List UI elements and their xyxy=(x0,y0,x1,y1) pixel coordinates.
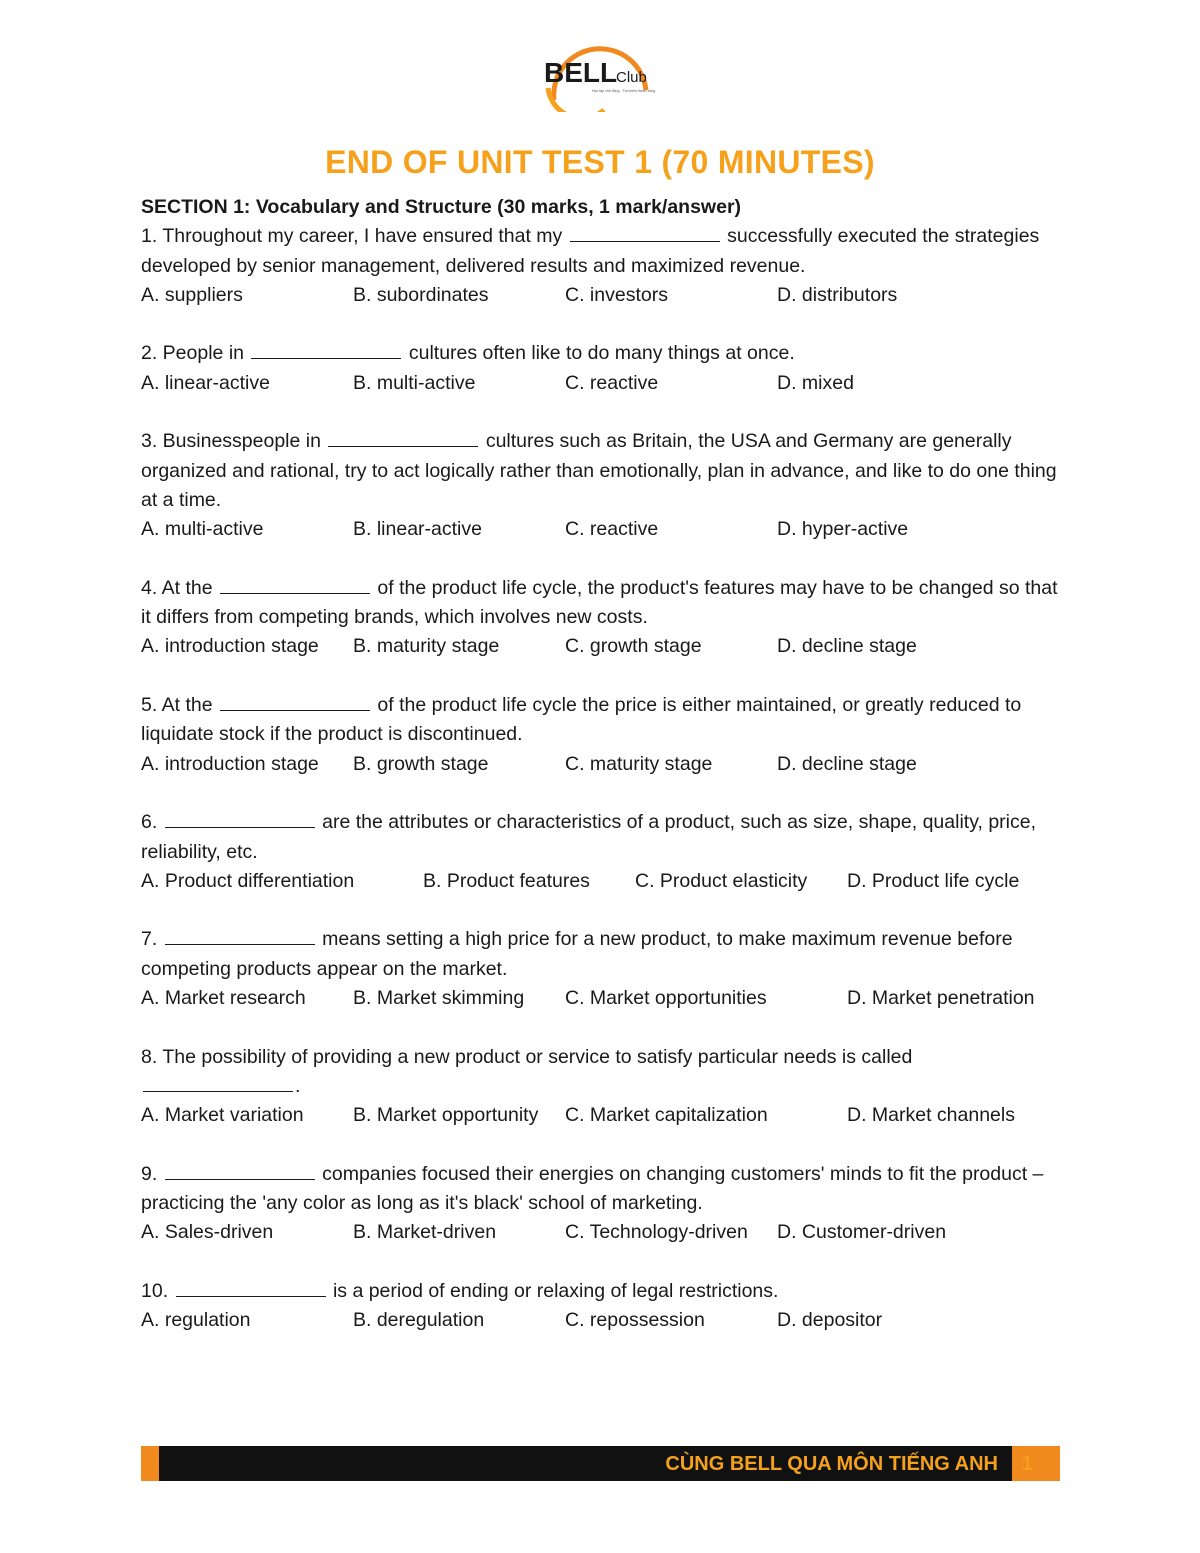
answer-blank xyxy=(176,1278,326,1297)
option-c: C. Market capitalization xyxy=(565,1104,768,1127)
answer-options xyxy=(141,632,1061,661)
answer-options xyxy=(141,1101,1061,1130)
answer-options xyxy=(141,281,1061,310)
option-c: C. Market opportunities xyxy=(565,987,767,1010)
answer-options xyxy=(141,750,1061,779)
option-d: D. Product life cycle xyxy=(847,869,1020,892)
option-b: B. maturity stage xyxy=(353,635,500,658)
section-heading: SECTION 1: Vocabulary and Structure (30 marks, 1 mark/answer) xyxy=(141,196,742,218)
answer-options xyxy=(141,369,1061,398)
stem-end: cultures often like to do many things at once. xyxy=(408,342,795,365)
stem-start: 1. Throughout my career, I have ensured that my xyxy=(141,225,563,248)
stem-start: 4. At the xyxy=(141,576,213,599)
stem-end: . xyxy=(295,1074,301,1097)
option-c: C. reactive xyxy=(565,518,659,541)
stem-end: cultures such as Britain, the USA and Germany are generally organized and rational, try to act logically rather than emotionally, plan in advance, and like to do one thing at a time. xyxy=(141,430,1057,511)
answer-blank xyxy=(251,340,401,359)
option-d: D. distributors xyxy=(777,283,898,306)
option-d: D. Market channels xyxy=(847,1104,1015,1127)
question-stem xyxy=(141,339,1061,368)
bell-club-logo xyxy=(534,40,664,112)
answer-blank xyxy=(328,428,478,447)
stem-end: are the attributes or characteristics of a product, such as size, shape, quality, price, reliability, etc. xyxy=(141,811,1037,863)
question-stem xyxy=(141,1277,1061,1306)
option-a: A. regulation xyxy=(141,1309,251,1332)
stem-start: 3. Businesspeople in xyxy=(141,430,321,453)
option-d: D. hyper-active xyxy=(777,518,909,541)
stem-end: of the product life cycle the price is either maintained, or greatly reduced to liquidate stock if the product is discontinued. xyxy=(141,694,1022,746)
option-b: B. Market skimming xyxy=(353,987,525,1010)
answer-blank xyxy=(143,1073,293,1092)
stem-end: companies focused their energies on changing customers' minds to fit the product – practicing the 'any color as long as it's black' school of marketing. xyxy=(141,1162,1044,1215)
option-d: D. Customer-driven xyxy=(777,1221,947,1244)
option-d: D. mixed xyxy=(777,371,854,394)
option-c: C. growth stage xyxy=(565,635,702,658)
question-stem xyxy=(141,691,1061,750)
question-7 xyxy=(141,925,1061,1013)
question-stem xyxy=(141,1160,1061,1219)
stem-start: 5. At the xyxy=(141,694,213,717)
question-6 xyxy=(141,808,1061,896)
option-a: A. multi-active xyxy=(141,518,264,541)
option-a: A. Product differentiation xyxy=(141,869,355,892)
question-3 xyxy=(141,427,1061,544)
answer-options xyxy=(141,867,1061,896)
option-c: C. repossession xyxy=(565,1309,705,1332)
option-a: A. suppliers xyxy=(141,283,243,306)
question-stem xyxy=(141,427,1061,515)
stem-end: of the product life cycle, the product's features may have to be changed so that it differs from competing brands, which involves new costs. xyxy=(141,576,1058,629)
logo-brand: BELL xyxy=(544,57,618,88)
stem-start: 10. xyxy=(141,1279,169,1302)
option-b: B. Product features xyxy=(423,869,590,892)
option-c: C. investors xyxy=(565,283,668,306)
stem-start: 8. The possibility of providing a new product or service to satisfy particular needs is called xyxy=(141,1045,913,1068)
option-a: A. Sales-driven xyxy=(141,1221,274,1244)
test-content xyxy=(141,193,1061,1336)
option-c: C. Product elasticity xyxy=(635,869,808,892)
option-b: B. subordinates xyxy=(353,283,489,306)
stem-end: successfully executed the strategies developed by senior management, delivered results and maximized revenue. xyxy=(141,225,1040,277)
option-d: D. depositor xyxy=(777,1309,883,1332)
question-stem xyxy=(141,925,1061,984)
option-b: B. growth stage xyxy=(353,752,489,775)
stem-end: is a period of ending or relaxing of legal restrictions. xyxy=(332,1279,779,1302)
question-4 xyxy=(141,574,1061,662)
answer-options xyxy=(141,515,1061,544)
answer-options xyxy=(141,1306,1061,1335)
question-stem xyxy=(141,1043,1061,1102)
option-a: A. Market variation xyxy=(141,1104,304,1127)
option-c: C. maturity stage xyxy=(565,752,713,775)
question-8 xyxy=(141,1043,1061,1131)
question-stem xyxy=(141,808,1061,867)
option-a: A. linear-active xyxy=(141,371,270,394)
stem-end: means setting a high price for a new product, to make maximum revenue before competing products appear on the market. xyxy=(141,928,1013,980)
footer-accent-left xyxy=(141,1446,159,1481)
option-b: B. Market-driven xyxy=(353,1221,497,1244)
stem-start: 6. xyxy=(141,811,158,834)
option-b: B. multi-active xyxy=(353,371,476,394)
page-footer xyxy=(141,1446,1060,1481)
answer-blank xyxy=(165,1161,315,1180)
option-c: C. Technology-driven xyxy=(565,1221,748,1244)
answer-blank xyxy=(165,926,315,945)
logo-suffix: Club xyxy=(616,69,647,86)
logo-tagline: Học tập chủ động - Tìm kiếm thành công xyxy=(592,89,656,93)
option-b: B. Market opportunity xyxy=(353,1104,539,1127)
option-a: A. introduction stage xyxy=(141,752,319,775)
footer-slogan: CÙNG BELL QUA MÔN TIẾNG ANH xyxy=(665,1453,998,1475)
page-number: 1 xyxy=(1021,1453,1033,1475)
question-stem xyxy=(141,574,1061,633)
answer-options xyxy=(141,984,1061,1013)
answer-options xyxy=(141,1218,1061,1247)
page-title: END OF UNIT TEST 1 (70 MINUTES) xyxy=(325,144,875,180)
option-d: D. decline stage xyxy=(777,752,917,775)
question-1 xyxy=(141,222,1061,310)
question-5 xyxy=(141,691,1061,779)
stem-start: 2. People in xyxy=(141,342,244,365)
answer-blank xyxy=(220,692,370,711)
option-d: D. decline stage xyxy=(777,635,917,658)
question-2 xyxy=(141,339,1061,398)
stem-start: 7. xyxy=(141,928,158,951)
option-d: D. Market penetration xyxy=(847,987,1035,1010)
stem-start: 9. xyxy=(141,1162,158,1185)
answer-blank xyxy=(220,575,370,594)
option-a: A. Market research xyxy=(141,987,306,1010)
question-stem xyxy=(141,222,1061,281)
answer-blank xyxy=(570,223,720,242)
answer-blank xyxy=(165,809,315,828)
option-b: B. deregulation xyxy=(353,1309,485,1332)
question-9 xyxy=(141,1160,1061,1248)
option-a: A. introduction stage xyxy=(141,635,319,658)
option-c: C. reactive xyxy=(565,371,659,394)
option-b: B. linear-active xyxy=(353,518,482,541)
logo-ring-icon xyxy=(534,40,664,112)
question-10 xyxy=(141,1277,1061,1336)
